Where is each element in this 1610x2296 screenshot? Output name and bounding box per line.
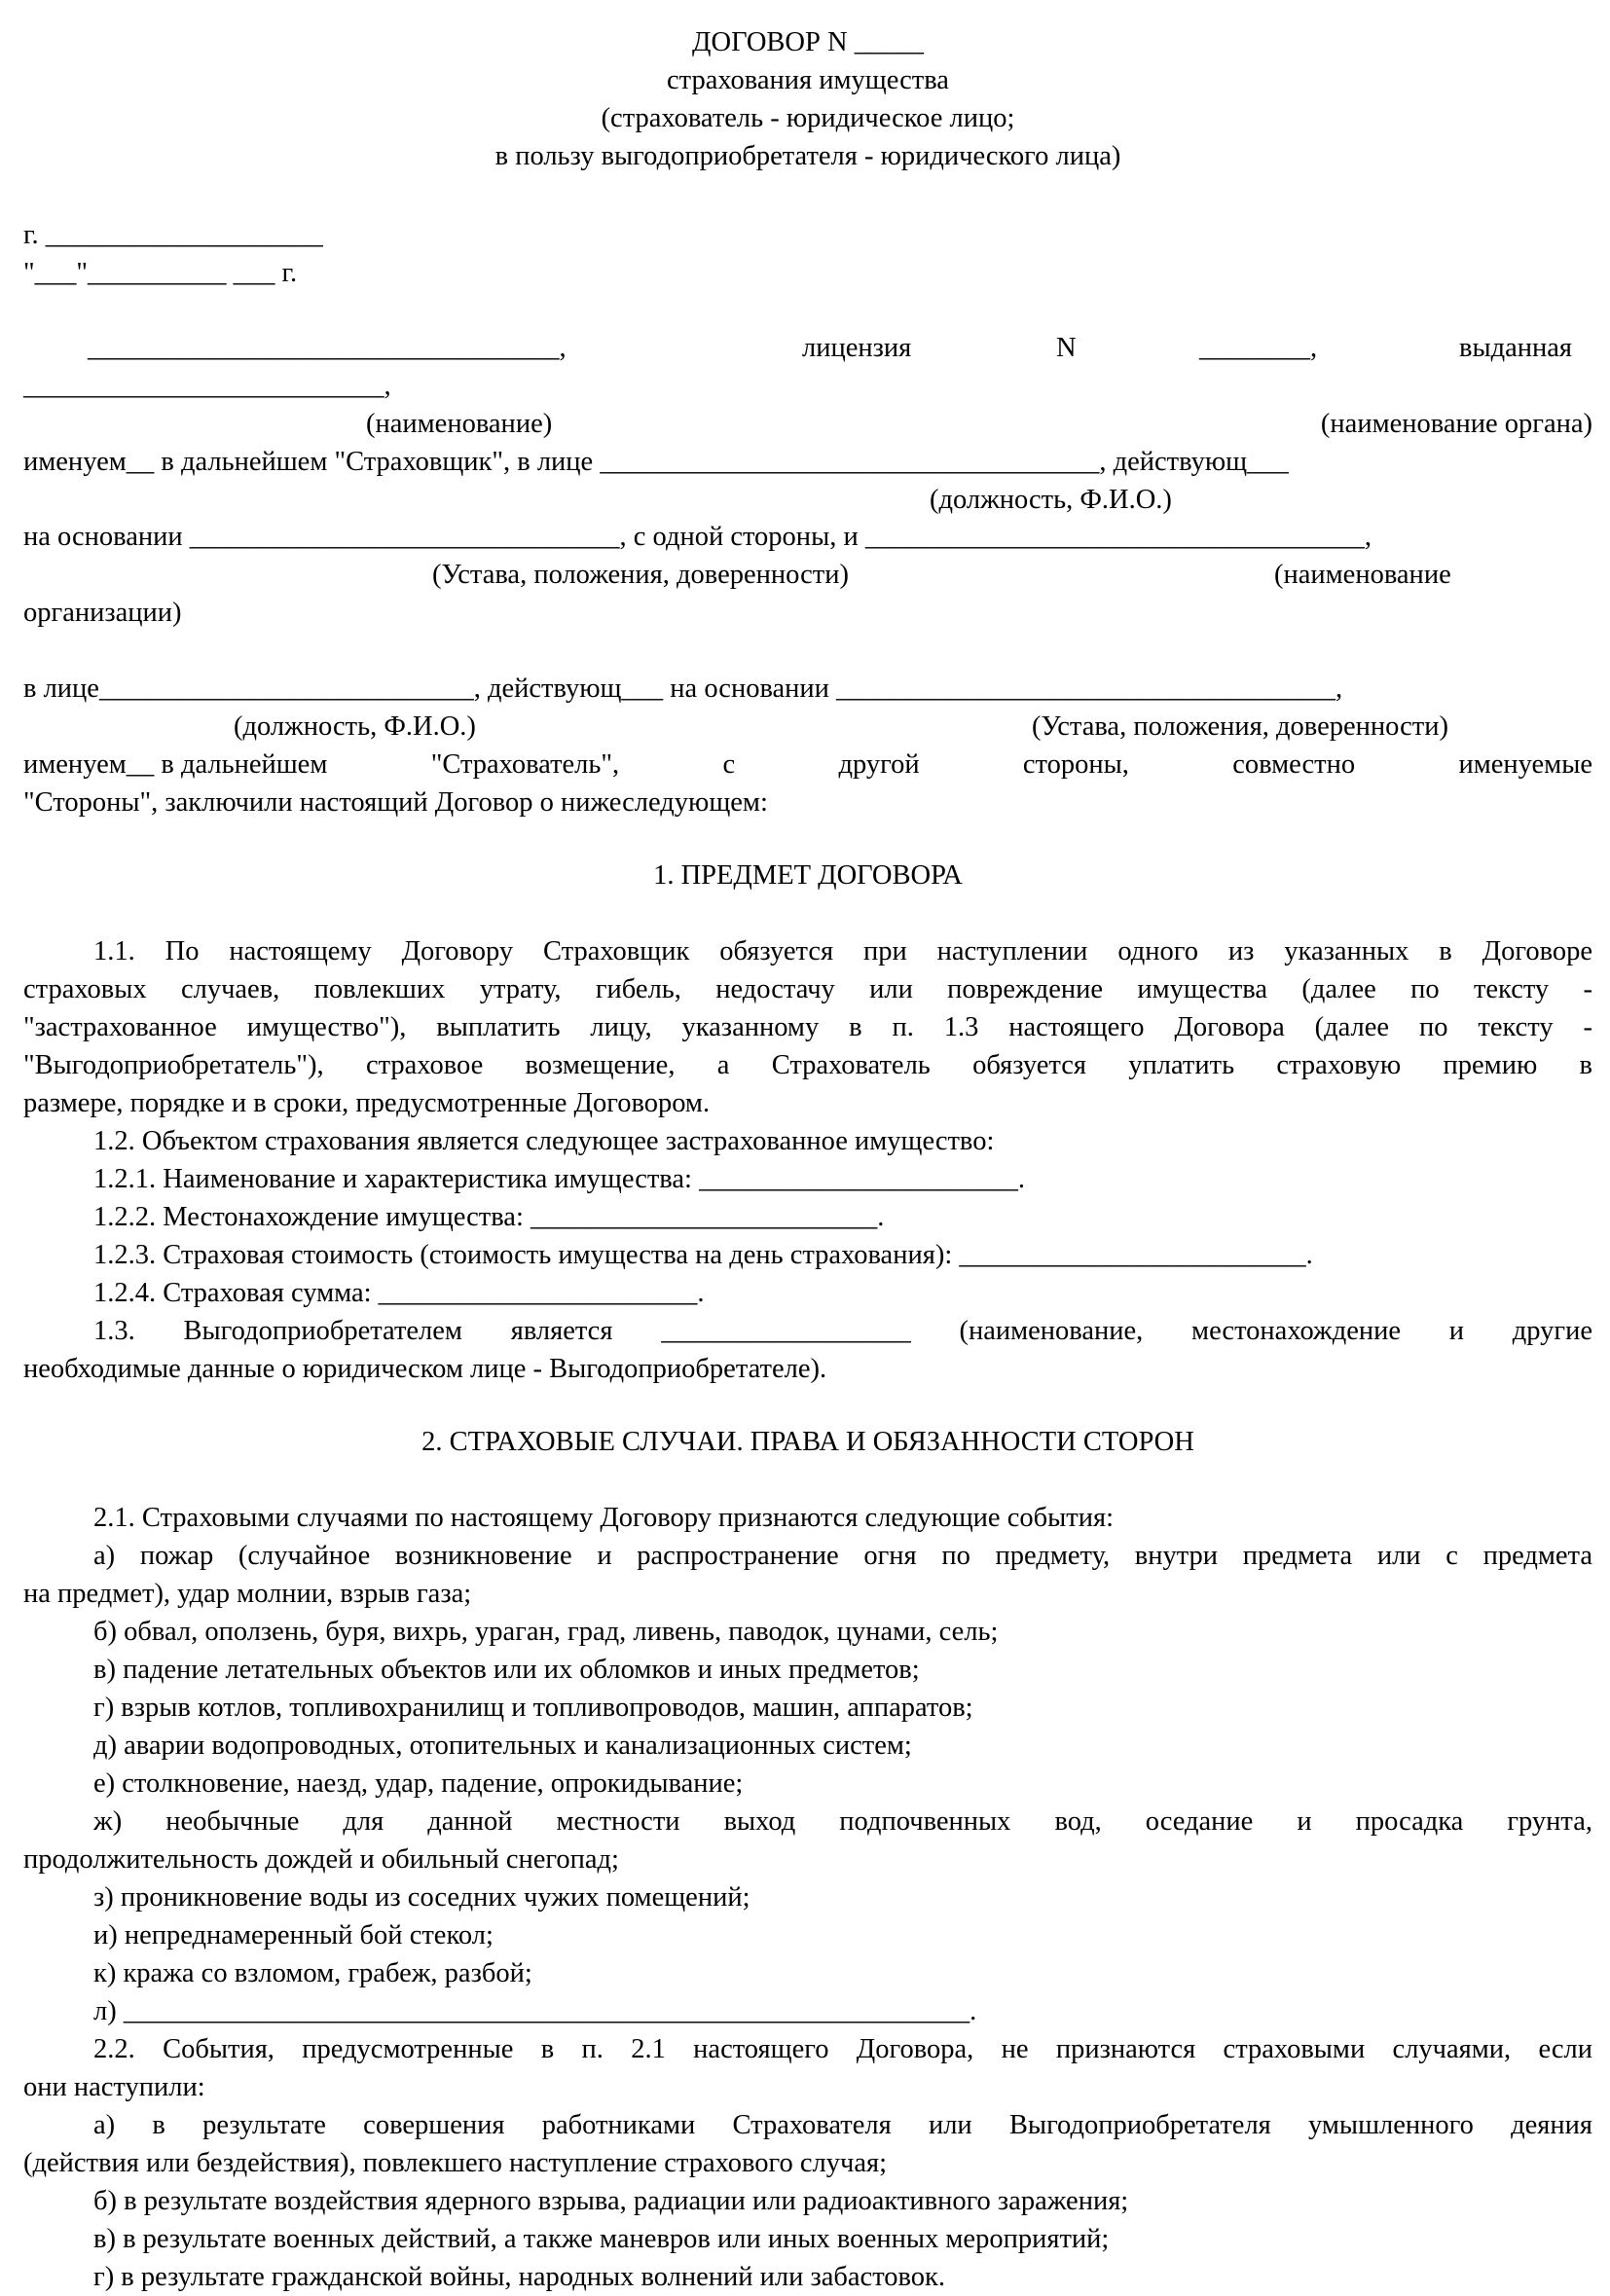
exclusion-b: б) в результате воздействия ядерного взрыва, радиации или радиоактивного заражения;	[93, 2186, 1129, 2216]
clause-1-2: 1.2. Объектом страхования является следующее застрахованное имущество:	[93, 1126, 995, 1156]
caption-issuing-body: (наименование органа)	[1320, 409, 1592, 439]
policyholder-representative-line: в лице___________________________, действующ___ на основании ____________________________________,	[23, 674, 1343, 704]
caption-position-name-2: (должность, Ф.И.О.)	[234, 711, 476, 742]
clause-2-2-line: они наступили:	[23, 2072, 205, 2102]
policyholder-word: другой	[838, 749, 920, 780]
event-g: г) взрыв котлов, топливохранилищ и топливопроводов, машин, аппаратов;	[93, 1693, 973, 1723]
event-l: л) _____________________________________________________________.	[93, 1996, 977, 2026]
contract-title: ДОГОВОР N _____	[692, 27, 924, 57]
clause-2-1: 2.1. Страховыми случаями по настоящему Договору признаются следующие события:	[93, 1503, 1114, 1533]
event-b: б) обвал, оползень, буря, вихрь, ураган, град, ливень, паводок, цунами, сель;	[93, 1617, 999, 1647]
exclusion-v: в) в результате военных действий, а также маневров или иных военных мероприятий;	[93, 2224, 1110, 2254]
clause-1-1-line: размере, порядке и в сроки, предусмотренные Договором.	[23, 1088, 711, 1118]
license-number-blank: ________,	[1199, 333, 1318, 363]
license-label: лицензия	[802, 333, 912, 363]
contract-subtitle: страхования имущества	[667, 65, 949, 95]
exclusion-a-line: а) в результате совершения работниками Страхователя или Выгодоприобретателя умышленного деяния	[93, 2110, 1592, 2140]
issued-label: выданная	[1459, 333, 1573, 363]
clause-1-1-line: 1.1. По настоящему Договору Страховщик обязуется при наступлении одного из указанных в Договоре	[93, 936, 1592, 966]
event-a-line: а) пожар (случайное возникновение и распространение огня по предмету, внутри предмета или с предмета	[93, 1541, 1592, 1571]
caption-position-name: (должность, Ф.И.О.)	[930, 485, 1172, 515]
clause-1-1-line: страховых случаев, повлекших утрату, гибель, недостачу или повреждение имущества (далее по тексту -	[23, 974, 1592, 1004]
license-number-label: N	[1056, 333, 1077, 363]
policyholder-word: именуемые	[1458, 749, 1592, 780]
contract-subtitle-parties: (страхователь - юридическое лицо;	[601, 103, 1015, 133]
insurer-representative-line: именуем__ в дальнейшем "Страховщик", в лице ____________________________________, действующ___	[23, 447, 1289, 477]
clause-1-3-line: 1.3. Выгодоприобретателем является __________________ (наименование, местонахождение и другие	[93, 1316, 1592, 1346]
event-zh-line: продолжительность дождей и обильный снегопад;	[23, 1844, 619, 1875]
clause-1-3-line: необходимые данные о юридическом лице - Выгодоприобретателе).	[23, 1354, 827, 1384]
policyholder-word: стороны,	[1022, 749, 1129, 780]
exclusion-a-line: (действия или бездействия), повлекшего наступление страхового случая;	[23, 2148, 888, 2178]
caption-charter-2: (Устава, положения, доверенности)	[1032, 711, 1448, 742]
clause-1-2-3: 1.2.3. Страховая стоимость (стоимость имущества на день страхования): _________________________.	[93, 1240, 1313, 1270]
contract-subtitle-beneficiary: в пользу выгодоприобретателя - юридического лица)	[494, 141, 1121, 171]
event-z: з) проникновение воды из соседних чужих помещений;	[93, 1882, 750, 1913]
insurer-name-blank: __________________________________,	[88, 333, 567, 363]
policyholder-word: совместно	[1232, 749, 1356, 780]
caption-organization-cont: организации)	[23, 598, 182, 628]
event-k: к) кража со взломом, грабеж, разбой;	[93, 1958, 532, 1988]
parties-agreement-line: "Стороны", заключили настоящий Договор о нижеследующем:	[23, 787, 768, 818]
exclusion-g: г) в результате гражданской войны, народных волнений или забастовок.	[93, 2262, 946, 2292]
event-e: е) столкновение, наезд, удар, падение, опрокидывание;	[93, 1768, 744, 1799]
policyholder-line	[23, 746, 1592, 784]
city-line: г. ____________________	[23, 220, 323, 250]
event-i: и) непреднамеренный бой стекол;	[93, 1920, 494, 1950]
clause-1-2-4: 1.2.4. Страховая сумма: _______________________.	[93, 1278, 705, 1308]
event-v: в) падение летательных объектов или их обломков и иных предметов;	[93, 1655, 920, 1685]
section-1-heading: 1. ПРЕДМЕТ ДОГОВОРА	[653, 860, 963, 891]
event-a-line: на предмет), удар молнии, взрыв газа;	[23, 1579, 472, 1609]
insurer-basis-line: на основании _______________________________, с одной стороны, и ____________________________________,	[23, 522, 1372, 552]
caption-name: (наименование)	[366, 409, 553, 439]
caption-charter: (Устава, положения, доверенности)	[432, 560, 849, 590]
clause-1-2-2: 1.2.2. Местонахождение имущества: _________________________.	[93, 1202, 885, 1232]
clause-1-1-line: "застрахованное имущество"), выплатить лицу, указанному в п. 1.3 настоящего Договора (далее по тексту -	[23, 1012, 1592, 1042]
policyholder-word: "Страхователь",	[430, 749, 620, 780]
date-line: "___"__________ ___ г.	[23, 258, 298, 288]
clause-2-2-line: 2.2. События, предусмотренные в п. 2.1 настоящего Договора, не признаются страховыми случаями, если	[93, 2034, 1592, 2064]
event-d: д) аварии водопроводных, отопительных и канализационных систем;	[93, 1731, 912, 1761]
section-2-heading: 2. СТРАХОВЫЕ СЛУЧАИ. ПРАВА И ОБЯЗАННОСТИ СТОРОН	[421, 1427, 1194, 1457]
issuing-body-blank: __________________________,	[23, 371, 391, 401]
policyholder-word: именуем__ в дальнейшем	[23, 749, 328, 780]
clause-1-1-line: "Выгодоприобретатель"), страховое возмещение, а Страхователь обязуется уплатить страховую премию в	[23, 1050, 1592, 1080]
clause-1-2-1: 1.2.1. Наименование и характеристика имущества: _______________________.	[93, 1164, 1025, 1194]
event-zh-line: ж) необычные для данной местности выход подпочвенных вод, оседание и просадка грунта,	[93, 1806, 1592, 1837]
caption-organization-name: (наименование	[1274, 560, 1451, 590]
policyholder-word: с	[722, 749, 736, 780]
